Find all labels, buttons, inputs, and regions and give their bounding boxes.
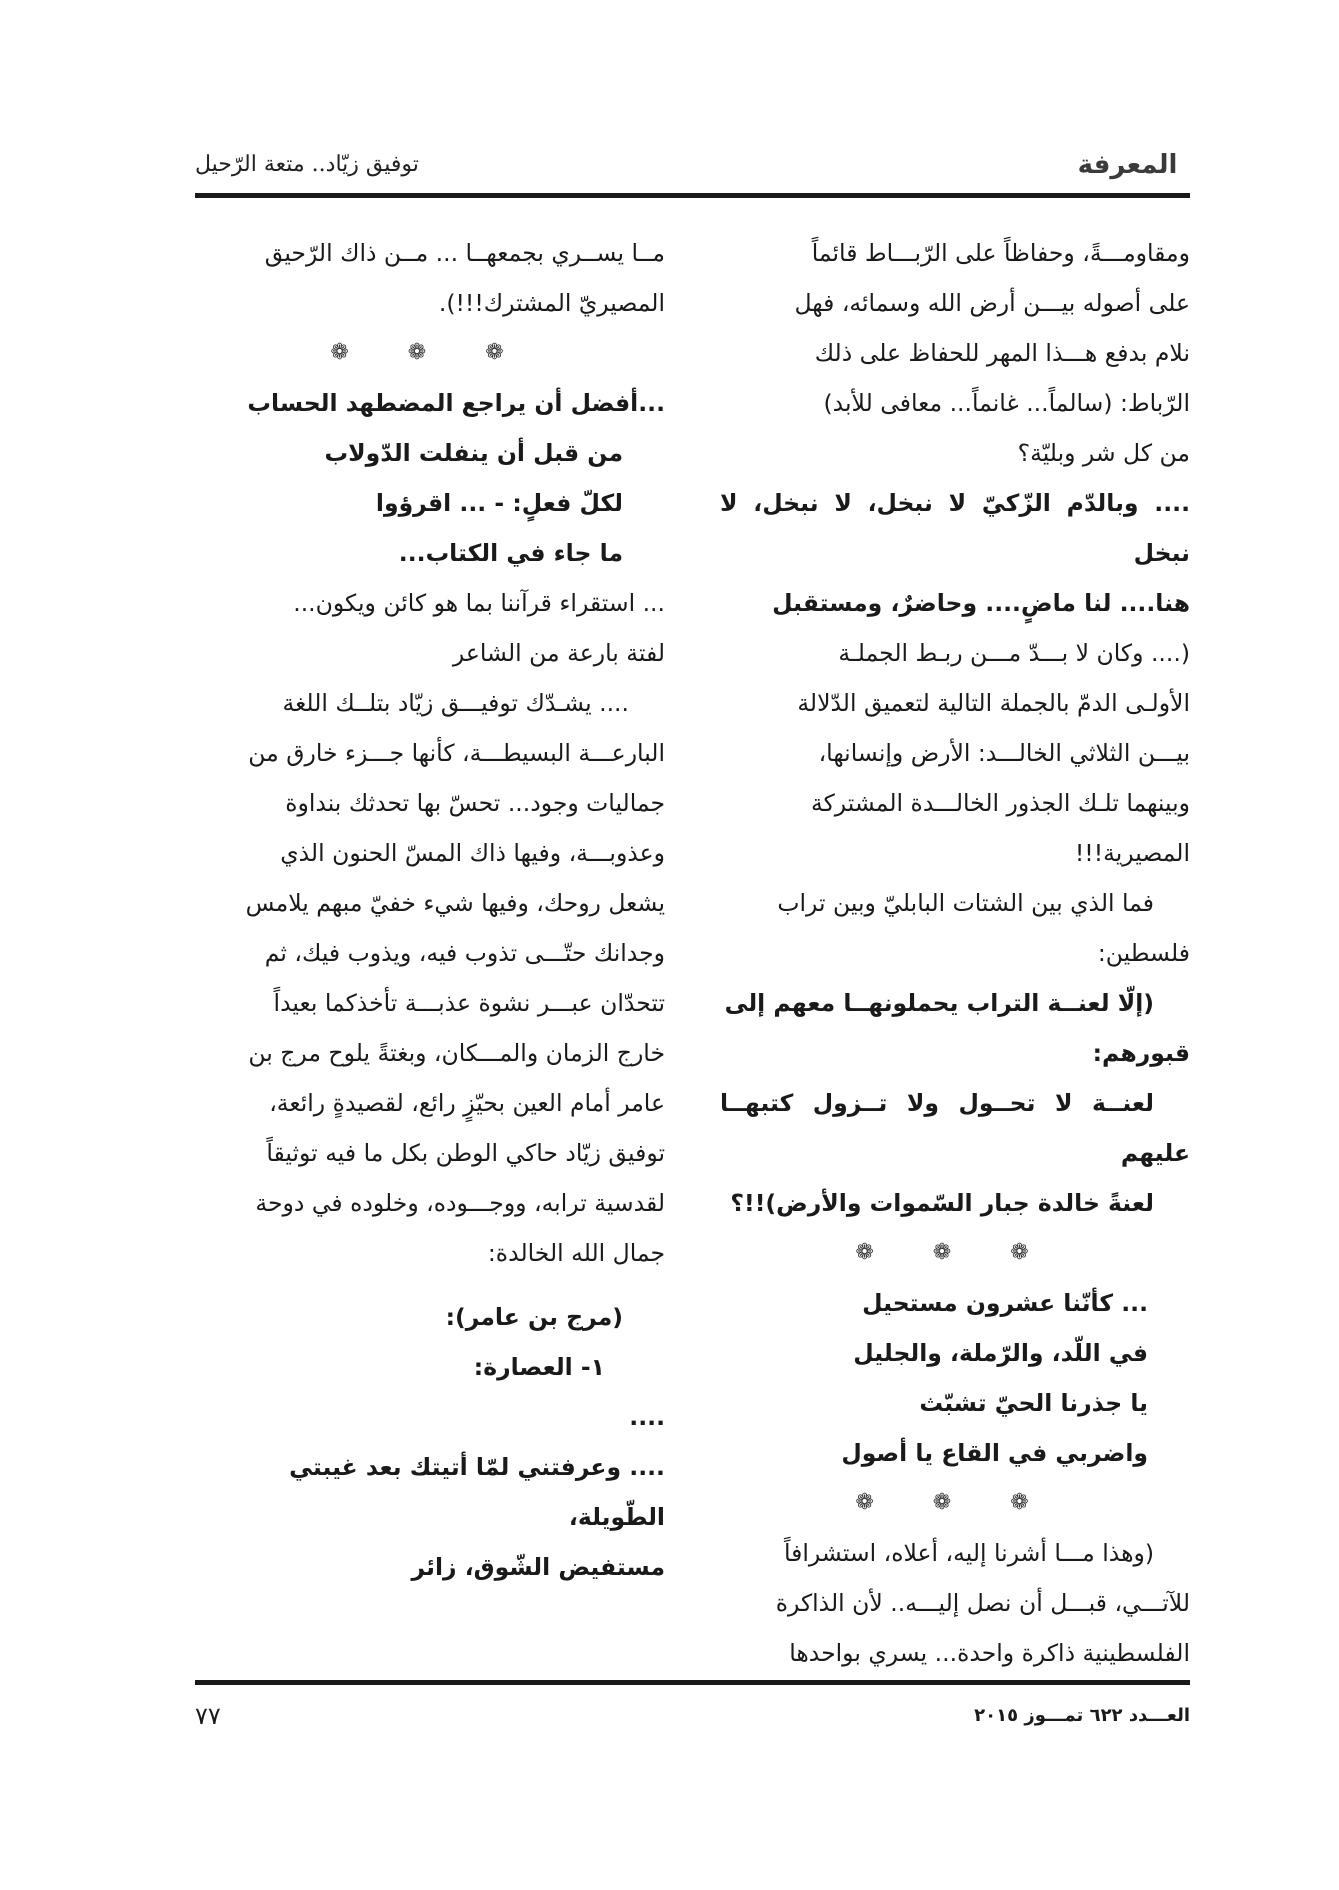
text-line: لفتة بارعة من الشاعر: [452, 639, 665, 667]
poem-line: .... وعرفتني لمّا أتيتك بعد غيبتي: [289, 1453, 665, 1481]
poem-line: ... كأنّنا عشرون مستحيل: [862, 1289, 1148, 1317]
poem-line: ما جاء في الكتاب...: [398, 539, 623, 567]
text-line: من كل شر وبليّة؟: [1017, 439, 1190, 467]
page-number: ٧٧: [195, 1702, 221, 1730]
magazine-logo: المعرفة: [1077, 150, 1178, 180]
text-line: الرّباط: (سالماً... غانماً... معافى للأبد): [823, 389, 1190, 417]
poem-line: يا جذرنا الحيّ تشبّث: [919, 1389, 1148, 1417]
text-line: (وهذا مـــا أشرنا إليه، أعلاه، استشرافاً: [783, 1539, 1154, 1567]
text-line: للآتـــي، قبـــل أن نصل إليـــه.. لأن الذاكرة: [775, 1589, 1190, 1617]
poem-line: مستفيض الشّوق، زائر: [411, 1553, 665, 1581]
text-line: لقدسية ترابه، ووجـــوده، وخلوده في دوحة: [255, 1189, 665, 1217]
text-line: توفيق زيّاد حاكي الوطن بكل ما فيه توثيقاً: [266, 1139, 665, 1167]
text-line: الأولـى الدمّ بالجملة التالية لتعميق الدّلالة: [797, 689, 1190, 717]
text-line: خارج الزمان والمـــكان، وبغتةً يلوح مرج بن: [248, 1039, 665, 1067]
text-line: جماليات وجود... تحسّ بها تحدثك بنداوة: [285, 789, 665, 817]
text-line: وجدانك حتّـــى تذوب فيه، ويذوب فيك، ثم: [264, 939, 665, 967]
verse-line: هنا.... لنا ماضٍ.... وحاضرٌ، ومستقبل: [772, 589, 1190, 617]
text-line: جمال الله الخالدة:: [487, 1239, 665, 1267]
text-line: بيـــن الثلاثي الخالـــد: الأرض وإنسانها،: [818, 739, 1190, 767]
running-title: توفيق زيّاد.. متعة الرّحيل: [195, 152, 419, 177]
ornament-divider: ❁ ❁ ❁: [855, 1490, 1055, 1515]
text-line: ومقاومـــةً، وحفاظاً على الرّبـــاط قائماً: [811, 239, 1190, 267]
right-column: [720, 228, 1190, 1678]
verse-line: قبورهم:: [1092, 1039, 1190, 1067]
ornament-divider: ❁ ❁ ❁: [855, 1240, 1055, 1265]
poem-line: ...أفضل أن يراجع المضطهد الحساب: [247, 389, 665, 417]
poem-line: واضربي في القاع يا أصول: [841, 1439, 1148, 1467]
text-line: البارعـــة البسيطـــة، كأنها جـــزء خارق من: [248, 739, 665, 767]
poem-line: ....: [629, 1403, 665, 1431]
text-line: يشعل روحك، وفيها شيء خفيّ مبهم يلامس: [245, 889, 665, 917]
verse-line: لعنــة لا تحــول ولا تــزول كتبهــا عليهم: [720, 1089, 1190, 1167]
text-line: وعذوبـــة، وفيها ذاك المسّ الحنون الذي: [280, 839, 665, 867]
text-line: ... استقراء قرآننا بما هو كائن ويكون...: [293, 589, 665, 617]
poem-line: لكلّ فعلٍ: - ... اقرؤوا: [375, 489, 623, 517]
left-column: [195, 228, 665, 1592]
verse-line: (إلّا لعنــة التراب يحملونهــا معهم إلى: [724, 989, 1154, 1017]
poem-line: في اللّد، والرّملة، والجليل: [853, 1339, 1148, 1367]
text-line: (.... وكان لا بـــدّ مـــن ربـط الجملـة: [838, 639, 1190, 667]
text-line: مــا يســري بجمعهــا ... مــن ذاك الرّحيق: [264, 239, 665, 267]
text-line: فما الذي بين الشتات البابليّ وبين تراب: [777, 889, 1154, 917]
ornament-divider: ❁ ❁ ❁: [330, 340, 530, 365]
text-line: عامر أمام العين بحيّزٍ رائع، لقصيدةٍ رائعة،: [269, 1089, 665, 1117]
text-line: المصيرية!!!: [1074, 839, 1190, 867]
poem-line: الطّويلة،: [568, 1503, 665, 1531]
poem-subheading: ١- العصارة:: [473, 1353, 605, 1381]
poem-line: من قبل أن ينفلت الدّولاب: [324, 439, 623, 467]
text-line: على أصوله بيـــن أرض الله وسمائه، فهل: [794, 289, 1190, 317]
text-line: المصيريّ المشترك!!!).: [438, 289, 665, 317]
text-line: الفلسطينية ذاكرة واحدة... يسري بواحدها: [789, 1639, 1190, 1667]
text-line: فلسطين:: [1097, 939, 1190, 967]
text-line: وبينهما تلـك الجذور الخالـــدة المشتركة: [811, 789, 1190, 817]
poem-heading: (مرج بن عامر):: [445, 1303, 623, 1331]
text-line: .... يشـدّك توفيـــق زيّاد بتلــك اللغة: [282, 689, 629, 717]
text-line: نلام بدفع هـــذا المهر للحفاظ على ذلك: [814, 339, 1190, 367]
verse-line: .... وبالدّم الزّكيّ لا نبخل، لا نبخل، لا نبخل: [720, 489, 1190, 567]
issue-info: العـــدد ٦٢٢ تمـــوز ٢٠١٥: [974, 1705, 1190, 1726]
verse-line: لعنةً خالدة جبار السّموات والأرض)!!؟: [730, 1189, 1154, 1217]
text-line: تتحدّان عبـــر نشوة عذبـــة تأخذكما بعيداً: [273, 989, 665, 1017]
footer-rule: [195, 1680, 1190, 1685]
header-rule: [195, 193, 1190, 198]
